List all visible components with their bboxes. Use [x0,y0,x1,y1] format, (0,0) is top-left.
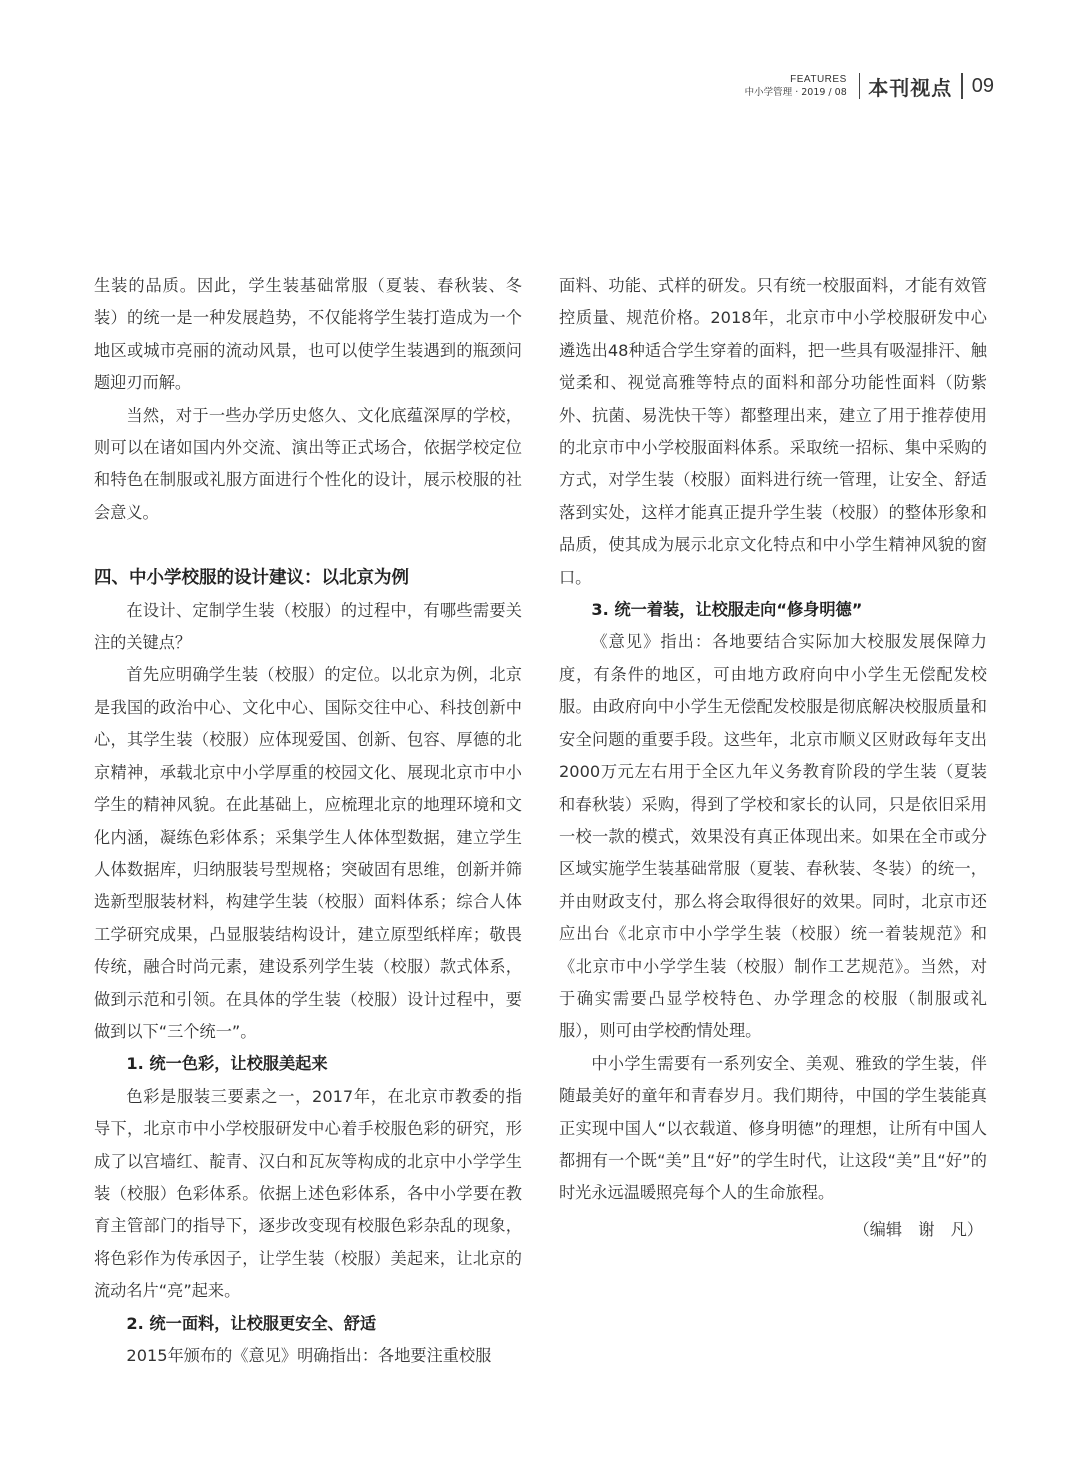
paragraph: 《意见》指出：各地要结合实际加大校服发展保障力度，有条件的地区，可由地方政府向中小学生无偿配发校服。由政府向中小学生无偿配发校服是彻底解决校服质量和安全问题的重要手段。这些年，北京市顺义区财政每年支出2000万元左右用于全区九年义务教育阶段的学生装（夏装和春秋装）采购，得到了学校和家长的认同，只是依旧采用一校一款的模式，效果没有真正体现出来。如果在全市或分区域实施学生装基础常服（夏装、春秋装、冬装）的统一，并由财政支付，那么将会取得很好的效果。同时，北京市还应出台《北京市中小学学生装（校服）统一着装规范》和《北京市中小学学生装（校服）制作工艺规范》。当然，对于确实需要凸显学校特色、办学理念的校服（制服或礼服），则可由学校酌情处理。 [559,632,987,1041]
paragraph: 色彩是服装三要素之一，2017年，在北京市教委的指导下，北京市中小学校服研发中心着手校服色彩的研究，形成了以宫墙红、靛青、汉白和瓦灰等构成的北京中小学学生装（校服）色彩体系。依据上述色彩体系，各中小学要在教育主管部门的指导下，逐步改变现有校服色彩杂乱的现象，将色彩作为传承因子，让学生装（校服）美起来，让北京的流动名片“亮”起来。 [94,1086,522,1301]
header-journal-issue: 中小学管理 · 2019 / 08 [744,86,847,98]
header-divider [859,73,861,99]
section-heading: 四、中小学校服的设计建议：以北京为例 [94,568,409,589]
page-header [745,68,994,104]
header-features-label: FEATURES [790,73,847,85]
editor-credit: （编辑 谢 凡） [853,1219,983,1239]
header-section-title: 本刊视点 [868,75,953,100]
paragraph: 面料、功能、式样的研发。只有统一校服面料，才能有效管控质量、规范价格。2018年，北京市中小学校服研发中心遴选出48种适合学生穿着的面料，把一些具有吸湿排汗、触觉柔和、视觉高雅等特点的面料和部分功能性面料（防紫外、抗菌、易洗快干等）都整理出来，建立了用于推荐使用的北京市中小学校服面料体系。采取统一招标、集中采购的方式，对学生装（校服）面料进行统一管理，让安全、舒适落到实处，这样才能真正提升学生装（校服）的整体形象和品质，使其成为展示北京文化特点和中小学生精神风貌的窗口。 [559,276,987,587]
page-number: 09 [971,74,994,97]
header-meta [745,75,847,98]
subsection-heading: 3. 统一着装，让校服走向“修身明德” [591,600,863,620]
paragraph: 在设计、定制学生装（校服）的过程中，有哪些需要关注的关键点？ [94,600,522,653]
header-divider [961,73,963,99]
subsection-heading: 1. 统一色彩，让校服美起来 [126,1054,328,1074]
paragraph: 生装的品质。因此，学生装基础常服（夏装、春秋装、冬装）的统一是一种发展趋势，不仅能将学生装打造成为一个地区或城市亮丽的流动风景，也可以使学生装遇到的瓶颈问题迎刃而解。 [94,276,522,393]
paragraph: 2015年颁布的《意见》明确指出：各地要注重校服 [126,1346,492,1365]
paragraph: 当然，对于一些办学历史悠久、文化底蕴深厚的学校，则可以在诸如国内外交流、演出等正式场合，依据学校定位和特色在制服或礼服方面进行个性化的设计，展示校服的社会意义。 [94,405,522,522]
subsection-heading: 2. 统一面料，让校服更安全、舒适 [126,1313,377,1333]
paragraph: 首先应明确学生装（校服）的定位。以北京为例，北京是我国的政治中心、文化中心、国际交往中心、科技创新中心，其学生装（校服）应体现爱国、创新、包容、厚德的北京精神，承载北京中小学厚重的校园文化、展现北京市中小学生的精神风貌。在此基础上，应梳理北京的地理环境和文化内涵，凝练色彩体系；采集学生人体体型数据，建立学生人体数据库，归纳服装号型规格；突破固有思维，创新并筛选新型服装材料，构建学生装（校服）面料体系；综合人体工学研究成果，凸显服装结构设计，建立原型纸样库；敬畏传统，融合时尚元素，建设系列学生装（校服）款式体系，做到示范和引领。在具体的学生装（校服）设计过程中，要做到以下“三个统一”。 [94,665,522,1041]
paragraph: 中小学生需要有一系列安全、美观、雅致的学生装，伴随最美好的童年和青春岁月。我们期待，中国的学生装能真正实现中国人“以衣载道、修身明德”的理想，让所有中国人都拥有一个既“美”且“好”的学生时代，让这段“美”且“好”的时光永远温暖照亮每个人的生命旅程。 [559,1053,987,1203]
left-column [94,270,522,1372]
right-column [559,270,987,1246]
